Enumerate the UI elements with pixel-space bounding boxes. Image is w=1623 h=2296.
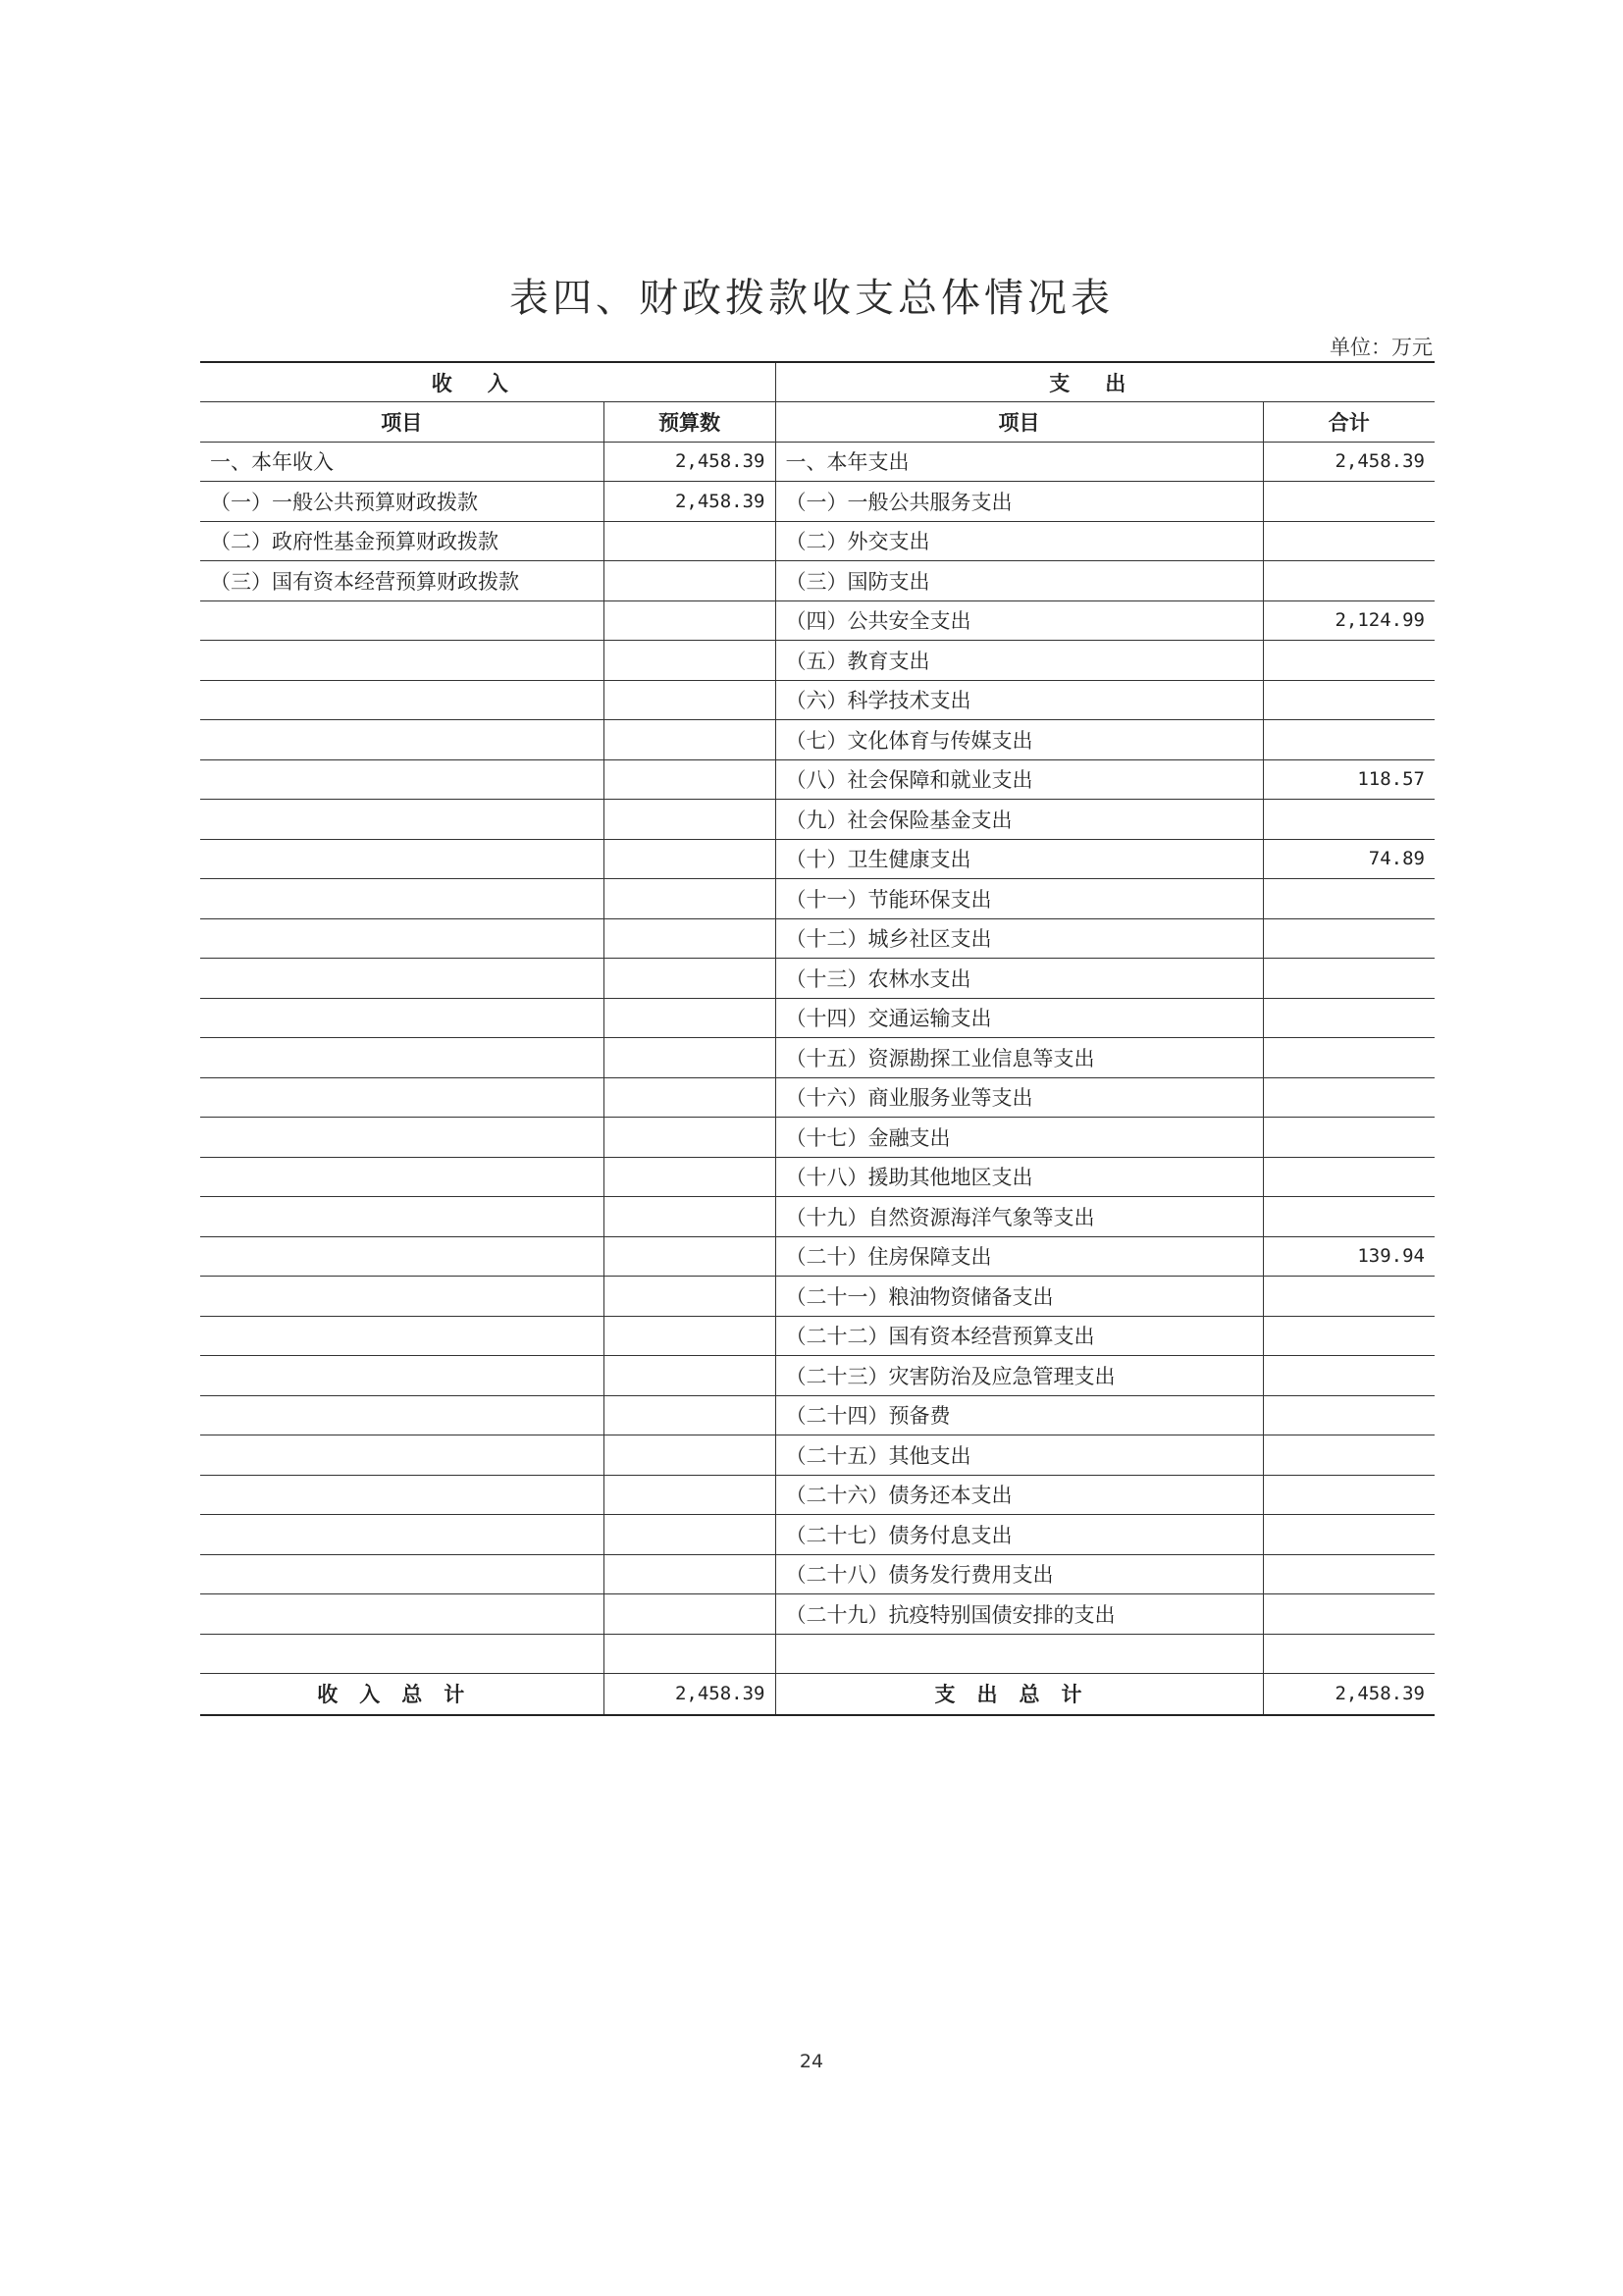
table-row — [200, 759, 1435, 800]
income-item-cell: （二）政府性基金预算财政拨款 — [200, 521, 603, 561]
table-row — [200, 442, 1435, 482]
exp-amount-cell — [1263, 1118, 1435, 1158]
exp-item-cell: （二十三）灾害防治及应急管理支出 — [775, 1356, 1263, 1396]
income-amount-cell — [603, 1356, 775, 1396]
exp-item-cell: （十五）资源勘探工业信息等支出 — [775, 1038, 1263, 1078]
exp-amount-cell — [1263, 1038, 1435, 1078]
income-amount-cell: 2,458.39 — [603, 482, 775, 522]
income-amount-cell — [603, 839, 775, 879]
income-amount-cell: 2,458.39 — [603, 442, 775, 482]
income-amount-header: 预算数 — [603, 402, 775, 443]
income-item-cell — [200, 600, 603, 641]
exp-amount-cell — [1263, 1594, 1435, 1635]
income-item-cell: （三）国有资本经营预算财政拨款 — [200, 561, 603, 601]
income-amount-cell — [603, 1118, 775, 1158]
income-item-cell — [200, 1197, 603, 1237]
exp-item-cell: （十一）节能环保支出 — [775, 879, 1263, 919]
income-amount-cell — [603, 1077, 775, 1118]
exp-item-cell: （二十一）粮油物资储备支出 — [775, 1277, 1263, 1317]
income-item-cell — [200, 1157, 603, 1197]
exp-amount-cell — [1263, 1515, 1435, 1555]
unit-label: 单位：万元 — [1330, 336, 1433, 359]
income-item-cell — [200, 1475, 603, 1515]
exp-amount-cell: 74.89 — [1263, 839, 1435, 879]
exp-item-cell: （二十六）债务还本支出 — [775, 1475, 1263, 1515]
exp-item-cell: （八）社会保障和就业支出 — [775, 759, 1263, 800]
totals-row — [200, 1674, 1435, 1715]
exp-amount-cell — [1263, 1157, 1435, 1197]
exp-item-cell: 一、本年支出 — [775, 442, 1263, 482]
table-row — [200, 959, 1435, 999]
exp-item-cell: （二十五）其他支出 — [775, 1435, 1263, 1476]
exp-item-cell: （二十四）预备费 — [775, 1395, 1263, 1435]
exp-amount-header: 合计 — [1263, 402, 1435, 443]
exp-amount-cell — [1263, 1316, 1435, 1356]
income-amount-cell — [603, 1475, 775, 1515]
income-item-cell — [200, 1594, 603, 1635]
income-amount-cell — [603, 879, 775, 919]
exp-amount-cell — [1263, 1395, 1435, 1435]
income-amount-cell — [603, 1395, 775, 1435]
table-row — [200, 641, 1435, 681]
section-header-row — [200, 362, 1435, 402]
income-amount-cell — [603, 680, 775, 720]
exp-total-amount: 2,458.39 — [1263, 1674, 1435, 1715]
income-amount-cell — [603, 561, 775, 601]
income-item-cell — [200, 1277, 603, 1317]
exp-amount-cell — [1263, 959, 1435, 999]
income-item-cell — [200, 720, 603, 760]
income-item-cell — [200, 1554, 603, 1594]
exp-amount-cell — [1263, 1277, 1435, 1317]
income-amount-cell — [603, 1157, 775, 1197]
exp-item-header: 项目 — [775, 402, 1263, 443]
table-row — [200, 1554, 1435, 1594]
exp-amount-cell — [1263, 482, 1435, 522]
exp-item-cell: （二）外交支出 — [775, 521, 1263, 561]
income-item-cell — [200, 998, 603, 1038]
exp-amount-cell: 118.57 — [1263, 759, 1435, 800]
income-total-label: 收入总计 — [200, 1674, 603, 1715]
table-row — [200, 1236, 1435, 1277]
exp-amount-cell — [1263, 1356, 1435, 1396]
table-row — [200, 1356, 1435, 1396]
exp-amount-cell — [1263, 918, 1435, 959]
income-item-header: 项目 — [200, 402, 603, 443]
income-amount-cell — [603, 521, 775, 561]
income-item-cell — [200, 1356, 603, 1396]
expenditure-section-header: 支出 — [775, 362, 1435, 402]
income-amount-cell — [603, 959, 775, 999]
exp-item-cell: （十三）农林水支出 — [775, 959, 1263, 999]
income-item-cell — [200, 680, 603, 720]
exp-item-cell — [775, 1634, 1263, 1674]
exp-amount-cell — [1263, 1197, 1435, 1237]
income-item-cell — [200, 1515, 603, 1555]
table-row — [200, 1634, 1435, 1674]
exp-item-cell: （十七）金融支出 — [775, 1118, 1263, 1158]
exp-amount-cell — [1263, 1634, 1435, 1674]
income-item-cell: 一、本年收入 — [200, 442, 603, 482]
exp-amount-cell: 2,458.39 — [1263, 442, 1435, 482]
income-section-header: 收入 — [200, 362, 775, 402]
exp-item-cell: （二十七）债务付息支出 — [775, 1515, 1263, 1555]
income-amount-cell — [603, 1038, 775, 1078]
exp-item-cell: （四）公共安全支出 — [775, 600, 1263, 641]
exp-total-label: 支出总计 — [775, 1674, 1263, 1715]
income-amount-cell — [603, 1316, 775, 1356]
income-amount-cell — [603, 998, 775, 1038]
exp-amount-cell — [1263, 800, 1435, 840]
income-amount-cell — [603, 1197, 775, 1237]
table-row — [200, 1475, 1435, 1515]
budget-table — [200, 361, 1435, 1716]
income-total-amount: 2,458.39 — [603, 1674, 775, 1715]
table-row — [200, 1515, 1435, 1555]
exp-item-cell: （十二）城乡社区支出 — [775, 918, 1263, 959]
income-amount-cell — [603, 720, 775, 760]
income-item-cell — [200, 800, 603, 840]
income-amount-cell — [603, 1515, 775, 1555]
income-item-cell — [200, 1038, 603, 1078]
exp-amount-cell — [1263, 561, 1435, 601]
exp-amount-cell: 139.94 — [1263, 1236, 1435, 1277]
exp-amount-cell — [1263, 680, 1435, 720]
table-row — [200, 1077, 1435, 1118]
exp-item-cell: （十九）自然资源海洋气象等支出 — [775, 1197, 1263, 1237]
income-item-cell — [200, 1395, 603, 1435]
income-item-cell — [200, 959, 603, 999]
page-title: 表四、财政拨款收支总体情况表 — [509, 276, 1114, 321]
table-row — [200, 1277, 1435, 1317]
table-row — [200, 600, 1435, 641]
income-amount-cell — [603, 1554, 775, 1594]
exp-item-cell: （五）教育支出 — [775, 641, 1263, 681]
income-amount-cell — [603, 1435, 775, 1476]
income-item-cell — [200, 1435, 603, 1476]
income-item-cell — [200, 759, 603, 800]
table-row — [200, 1118, 1435, 1158]
table-row — [200, 720, 1435, 760]
income-amount-cell — [603, 1634, 775, 1674]
table-row — [200, 1197, 1435, 1237]
income-amount-cell — [603, 1236, 775, 1277]
income-item-cell — [200, 918, 603, 959]
table-row — [200, 1435, 1435, 1476]
income-amount-cell — [603, 1277, 775, 1317]
table-row — [200, 839, 1435, 879]
exp-item-cell: （十八）援助其他地区支出 — [775, 1157, 1263, 1197]
exp-amount-cell — [1263, 998, 1435, 1038]
income-amount-cell — [603, 800, 775, 840]
table-row — [200, 998, 1435, 1038]
income-item-cell — [200, 879, 603, 919]
table-row — [200, 1594, 1435, 1635]
exp-item-cell: （二十八）债务发行费用支出 — [775, 1554, 1263, 1594]
exp-item-cell: （二十二）国有资本经营预算支出 — [775, 1316, 1263, 1356]
exp-item-cell: （十四）交通运输支出 — [775, 998, 1263, 1038]
income-item-cell — [200, 1118, 603, 1158]
exp-amount-cell — [1263, 521, 1435, 561]
column-header-row — [200, 402, 1435, 443]
exp-item-cell: （十）卫生健康支出 — [775, 839, 1263, 879]
exp-item-cell: （十六）商业服务业等支出 — [775, 1077, 1263, 1118]
income-amount-cell — [603, 759, 775, 800]
table-row — [200, 1316, 1435, 1356]
income-item-cell — [200, 1077, 603, 1118]
exp-amount-cell — [1263, 641, 1435, 681]
income-item-cell — [200, 1236, 603, 1277]
exp-amount-cell — [1263, 1077, 1435, 1118]
exp-item-cell: （九）社会保险基金支出 — [775, 800, 1263, 840]
table-row — [200, 561, 1435, 601]
page-number: 24 — [799, 2051, 824, 2072]
exp-item-cell: （二十九）抗疫特别国债安排的支出 — [775, 1594, 1263, 1635]
income-item-cell — [200, 1316, 603, 1356]
exp-item-cell: （三）国防支出 — [775, 561, 1263, 601]
table-row — [200, 1157, 1435, 1197]
income-amount-cell — [603, 918, 775, 959]
table-row — [200, 482, 1435, 522]
table-row — [200, 521, 1435, 561]
table-row — [200, 1395, 1435, 1435]
table-row — [200, 918, 1435, 959]
exp-amount-cell — [1263, 1554, 1435, 1594]
income-amount-cell — [603, 641, 775, 681]
exp-item-cell: （六）科学技术支出 — [775, 680, 1263, 720]
income-amount-cell — [603, 600, 775, 641]
exp-amount-cell — [1263, 879, 1435, 919]
exp-item-cell: （七）文化体育与传媒支出 — [775, 720, 1263, 760]
exp-amount-cell: 2,124.99 — [1263, 600, 1435, 641]
table-row — [200, 879, 1435, 919]
income-item-cell — [200, 839, 603, 879]
exp-item-cell: （二十）住房保障支出 — [775, 1236, 1263, 1277]
table-row — [200, 800, 1435, 840]
income-item-cell: （一）一般公共预算财政拨款 — [200, 482, 603, 522]
exp-item-cell: （一）一般公共服务支出 — [775, 482, 1263, 522]
exp-amount-cell — [1263, 1435, 1435, 1476]
income-amount-cell — [603, 1594, 775, 1635]
exp-amount-cell — [1263, 1475, 1435, 1515]
exp-amount-cell — [1263, 720, 1435, 760]
table-row — [200, 680, 1435, 720]
table-row — [200, 1038, 1435, 1078]
income-item-cell — [200, 641, 603, 681]
income-item-cell — [200, 1634, 603, 1674]
